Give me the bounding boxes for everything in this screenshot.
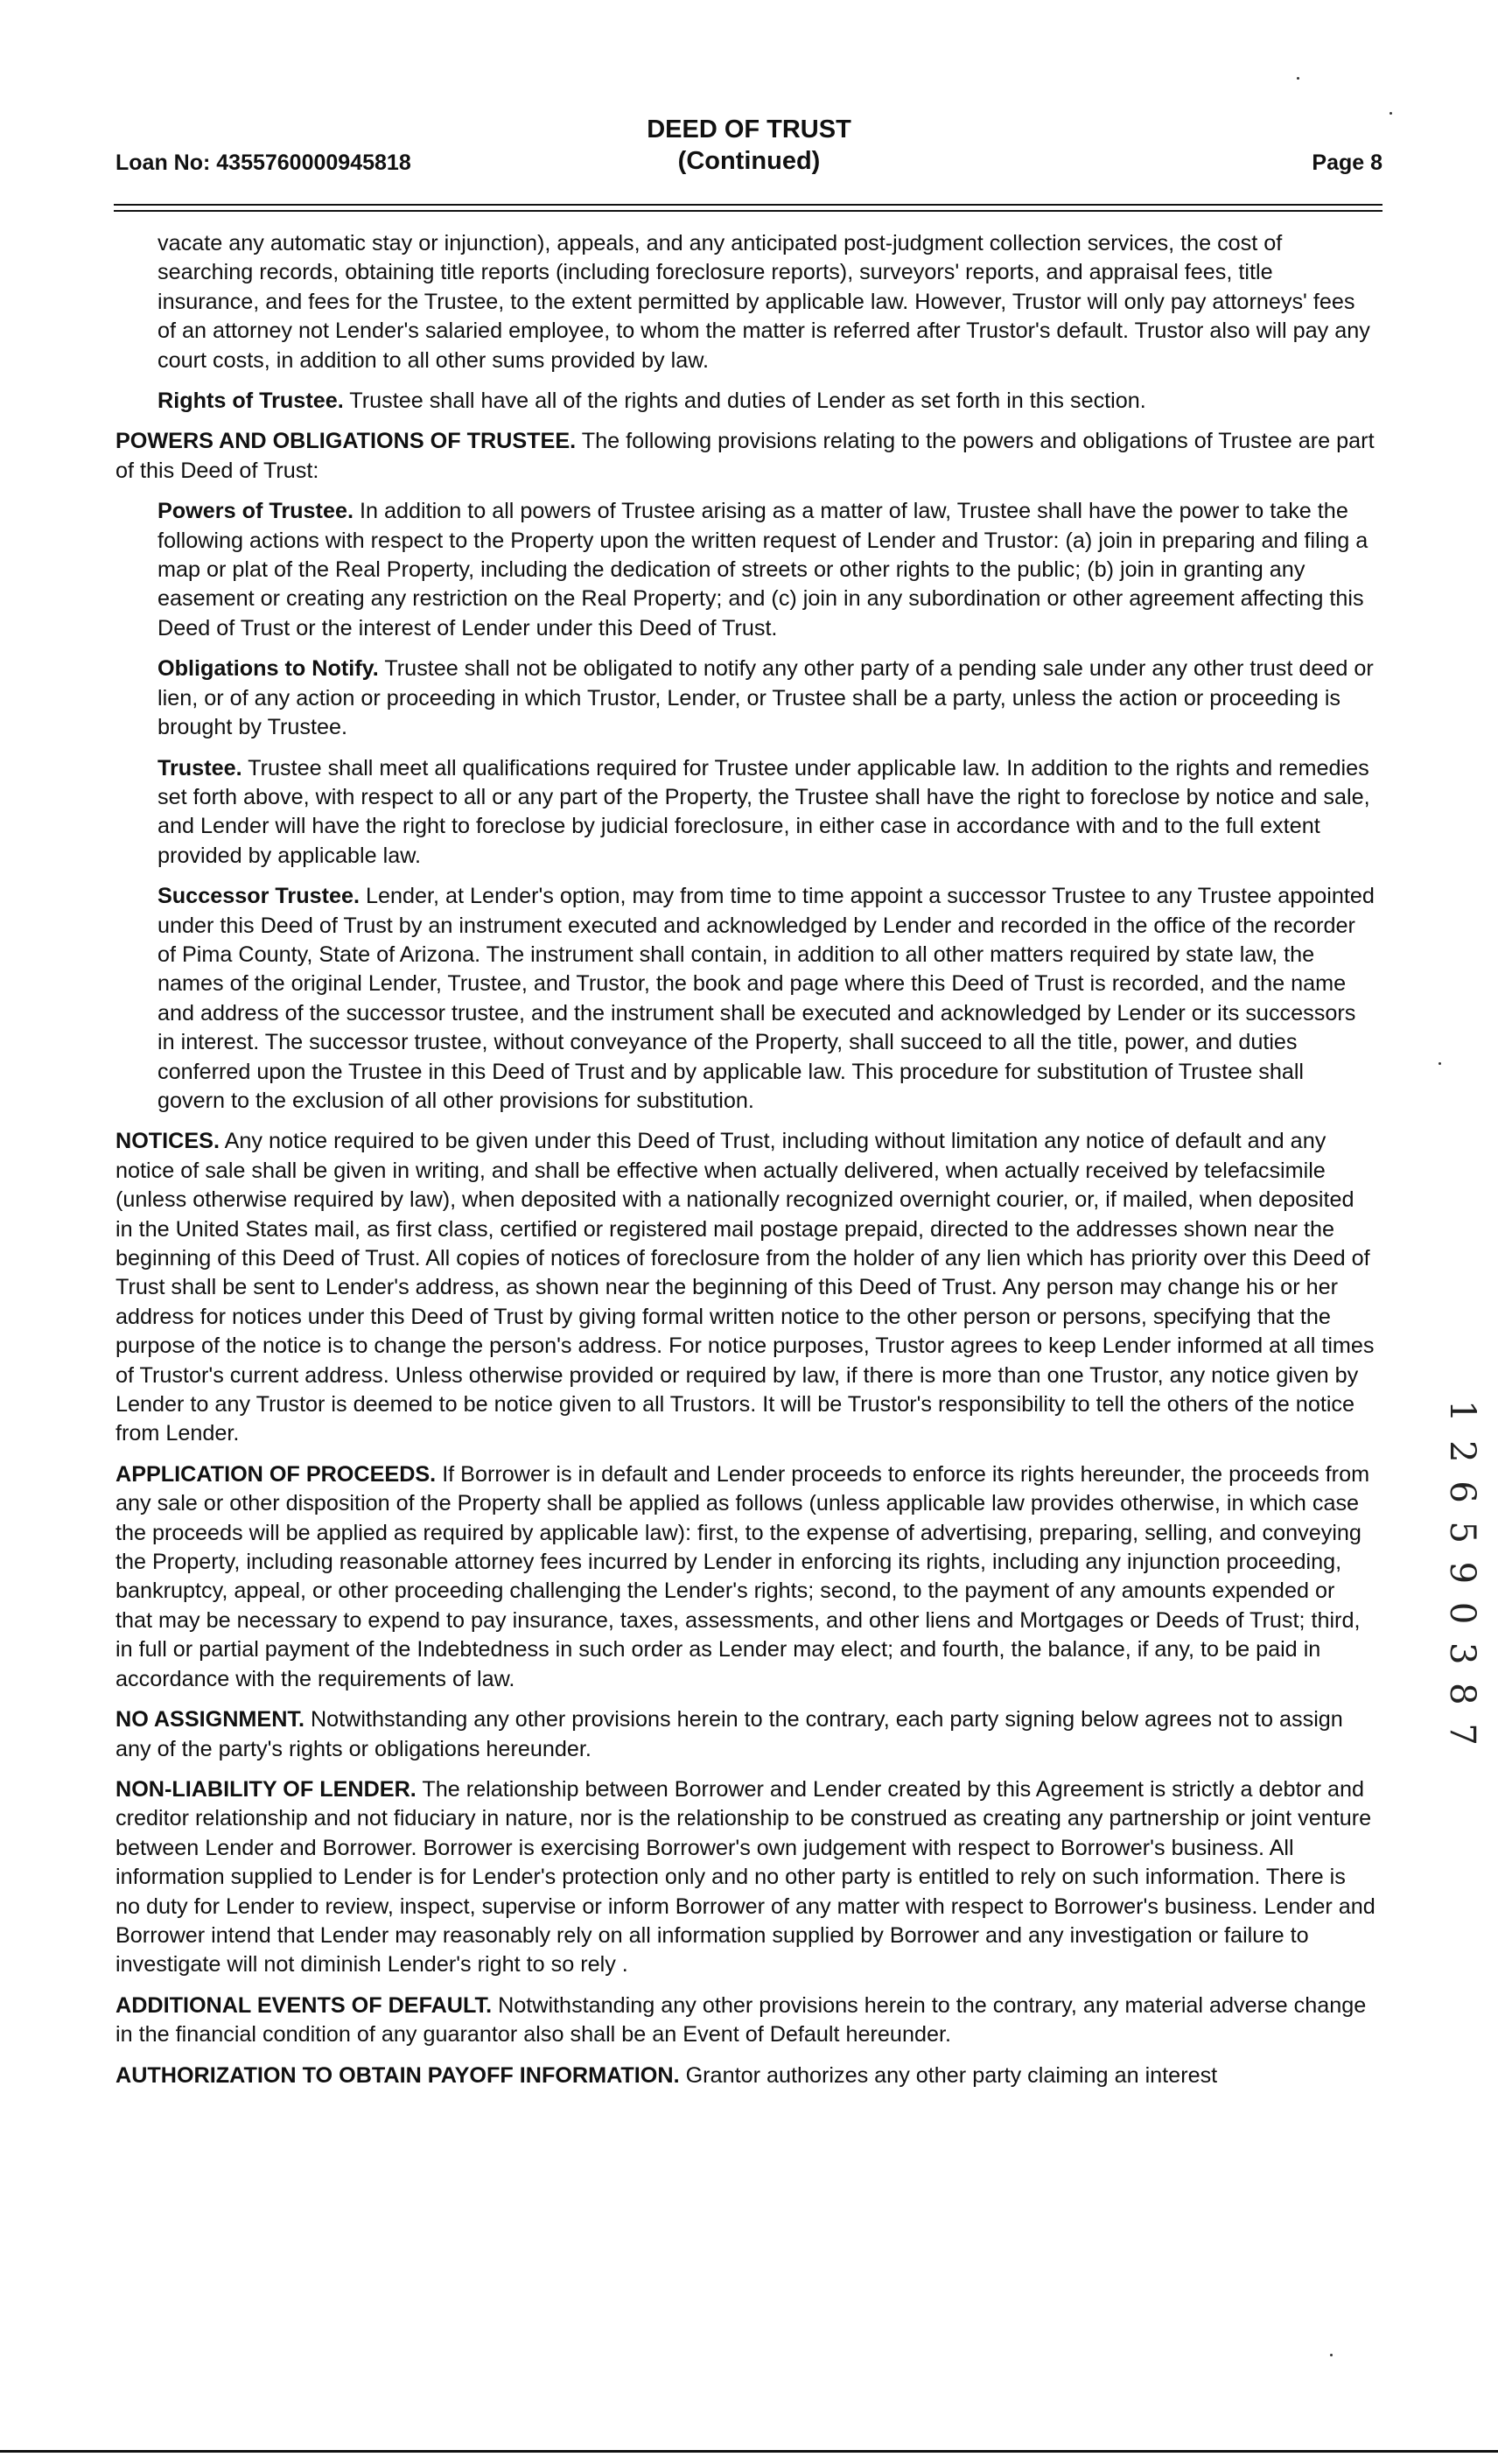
paragraph-text: In addition to all powers of Trustee arising as a matter of law, Trustee shall have the power to take the following actions with respect to the Property upon the written request of Lender and Trustor: (a) join in preparing and filing a map or plat of the Real Property, including the dedication of streets or other rights to the public; (b) join in granting any easement or creating any restriction on the Real Property; and (c) join in any subordination or other agreement affecting this Deed of Trust or the interest of Lender under this Deed of Trust. [158, 499, 1368, 640]
paragraph-heading: POWERS AND OBLIGATIONS OF TRUSTEE. [116, 429, 577, 454]
document-title [116, 114, 1382, 177]
paragraph-text: If Borrower is in default and Lender proceeds to enforce its rights hereunder, the proceeds from any sale or other disposition of the Property shall be applied as follows (unless applicable law provides otherwise, in which case the proceeds will be applied as required by applicable law): first, to the expense of advertising, preparing, selling, and conveying the Property, including reasonable attorney fees incurred by Lender in enforcing its rights, including any injunction proceeding, bankruptcy, appeal, or other proceeding challenging the Lender's rights; second, to the payment of any amounts expended or that may be necessary to expend to pay insurance, taxes, assessments, and other liens and Mortgages or Deeds of Trust; third, in full or partial payment of the Indebtedness in such order as Lender may elect; and fourth, the balance, if any, to be paid in accordance with the requirements of law. [116, 1461, 1370, 1691]
paragraph-application-of-proceeds [116, 1460, 1376, 1694]
scan-speck [1390, 112, 1392, 115]
paragraph-heading: AUTHORIZATION TO OBTAIN PAYOFF INFORMATION. [116, 2062, 680, 2088]
paragraph-text: Notwithstanding any other provisions herein to the contrary, any material adverse change in the financial condition of any guarantor also shall be an Event of Default hereunder. [116, 1992, 1367, 2048]
paragraph-successor-trustee [158, 882, 1376, 1116]
paragraph-heading: NON-LIABILITY OF LENDER. [116, 1776, 416, 1802]
title-line-2: (Continued) [677, 147, 821, 175]
paragraph-no-assignment [116, 1705, 1376, 1764]
paragraph-non-liability [116, 1775, 1376, 1980]
page-bottom-edge [0, 2450, 1498, 2453]
recording-number-stamp: 1 2 6 5 9 0 3 8 7 [1442, 1400, 1482, 1749]
paragraph-text: Trustee shall not be obligated to notify any other party of a pending sale under any other trust deed or lien, or of any action or proceeding in which Trustor, Lender, or Trustee shall be a party, unless the action or proceeding is brought by Trustee. [158, 656, 1374, 740]
paragraph-trustee [158, 754, 1376, 872]
scan-speck [1438, 1062, 1441, 1065]
paragraph-powers-obligations [116, 427, 1376, 486]
page-header [116, 114, 1382, 184]
paragraph-heading: NOTICES. [116, 1129, 220, 1154]
paragraph-additional-events-of-default [116, 1992, 1376, 2050]
paragraph-heading: Powers of Trustee. [158, 499, 354, 524]
paragraph-text: Notwithstanding any other provisions herein to the contrary, each party signing below agrees not to assign any of the party's rights or obligations hereunder. [116, 1707, 1343, 1761]
paragraph-continuation [158, 229, 1376, 375]
paragraph-text: Lender, at Lender's option, may from time to time appoint a successor Trustee to any Trustee appointed under this Deed of Trust by an instrument executed and acknowledged by Lender and recorded in the office of the recorder of Pima County, State of Arizona. The instrument shall contain, in addition to all other matters required by state law, the names of the original Lender, Trustee, and Trustor, the book and page where this Deed of Trust is recorded, and the name and address of the successor trustee, and the instrument shall be executed and acknowledged by Lender or its successors in interest. The successor trustee, without conveyance of the Property, shall succeed to all the title, power, and duties conferred upon the Trustee in this Deed of Trust and by applicable law. This procedure for substitution of Trustee shall govern to the exclusion of all other provisions for substitution. [158, 884, 1375, 1113]
title-line-1: DEED OF TRUST [647, 116, 851, 144]
scan-speck [1297, 77, 1299, 80]
paragraph-text: Grantor authorizes any other party claiming an interest [685, 2062, 1218, 2088]
paragraph-text: The relationship between Borrower and Lender created by this Agreement is strictly a debtor and creditor relationship and not fiduciary in nature, nor is the relationship to be construed as creating any partnership or joint venture between Lender and Borrower. Borrower is exercising Borrower's own judgement with respect to Borrower's business. All information supplied to Lender is for Lender's protection only and no other party is entitled to rely on such information. There is no duty for Lender to review, inspect, supervise or inform Borrower of any matter with respect to Borrower's business. Lender and Borrower intend that Lender may reasonably rely on all information supplied by Borrower and any investigation or failure to investigate will not diminish Lender's right to so rely . [116, 1776, 1376, 1978]
paragraph-powers-of-trustee [158, 497, 1376, 643]
paragraph-obligations-to-notify [158, 654, 1376, 742]
paragraph-heading: Trustee. [158, 755, 242, 780]
paragraph-text: The following provisions relating to the powers and obligations of Trustee are part of this Deed of Trust: [116, 429, 1375, 483]
paragraph-heading: Successor Trustee. [158, 884, 360, 909]
paragraph-text: Any notice required to be given under this Deed of Trust, including without limitation any notice of default and any notice of sale shall be given in writing, and shall be effective when actually delivered, when actually received by telefacsimile (unless otherwise required by law), when deposited with a nationally recognized overnight courier, or, if mailed, when deposited in the United States mail, as first class, certified or registered mail postage prepaid, directed to the addresses shown near the beginning of this Deed of Trust. All copies of notices of foreclosure from the holder of any lien which has priority over this Deed of Trust shall be sent to Lender's address, as shown near the beginning of this Deed of Trust. Any person may change his or her address for notices under this Deed of Trust by giving formal written notice to the other person or persons, specifying that the purpose of the notice is to change the person's address. For notice purposes, Trustor agrees to keep Lender informed at all times of Trustor's current address. Unless otherwise provided or required by law, if there is more than one Trustor, any notice given by Lender to any Trustor is deemed to be notice given to all Trustors. It will be Trustor's responsibility to tell the others of the notice from Lender. [116, 1129, 1375, 1446]
page-number: Page 8 [1312, 150, 1382, 175]
header-rule-bottom [114, 210, 1382, 212]
paragraph-heading: Rights of Trustee. [158, 388, 344, 414]
paragraph-heading: NO ASSIGNMENT. [116, 1707, 304, 1732]
loan-number: Loan No: 4355760000945818 [116, 150, 411, 175]
paragraph-notices [116, 1127, 1376, 1448]
scan-speck [1330, 2354, 1333, 2356]
paragraph-text: vacate any automatic stay or injunction), appeals, and any anticipated post-judgment collection services, the cost of searching records, obtaining title reports (including foreclosure reports), surveyors' reports, and appraisal fees, title insurance, and fees for the Trustee, to the extent permitted by applicable law. However, Trustor will only pay attorneys' fees of an attorney not Lender's salaried employee, to whom the matter is referred after Trustor's default. Trustor also will pay any court costs, in addition to all other sums provided by law. [158, 231, 1370, 373]
paragraph-heading: Obligations to Notify. [158, 656, 379, 682]
paragraph-text: Trustee shall meet all qualifications required for Trustee under applicable law. In addition to the rights and remedies set forth above, with respect to all or any part of the Property, the Trustee shall have the right to foreclose by notice and sale, and Lender will have the right to foreclose by judicial foreclosure, in either case in accordance with and to the full extent provided by applicable law. [158, 755, 1370, 868]
paragraph-heading: ADDITIONAL EVENTS OF DEFAULT. [116, 1992, 493, 2018]
paragraph-text: Trustee shall have all of the rights and duties of Lender as set forth in this section. [349, 388, 1146, 414]
paragraph-rights-of-trustee [158, 387, 1376, 416]
paragraph-authorization-payoff [116, 2062, 1376, 2090]
paragraph-heading: APPLICATION OF PROCEEDS. [116, 1461, 437, 1487]
header-rule-top [114, 204, 1382, 206]
document-body [116, 229, 1376, 2102]
